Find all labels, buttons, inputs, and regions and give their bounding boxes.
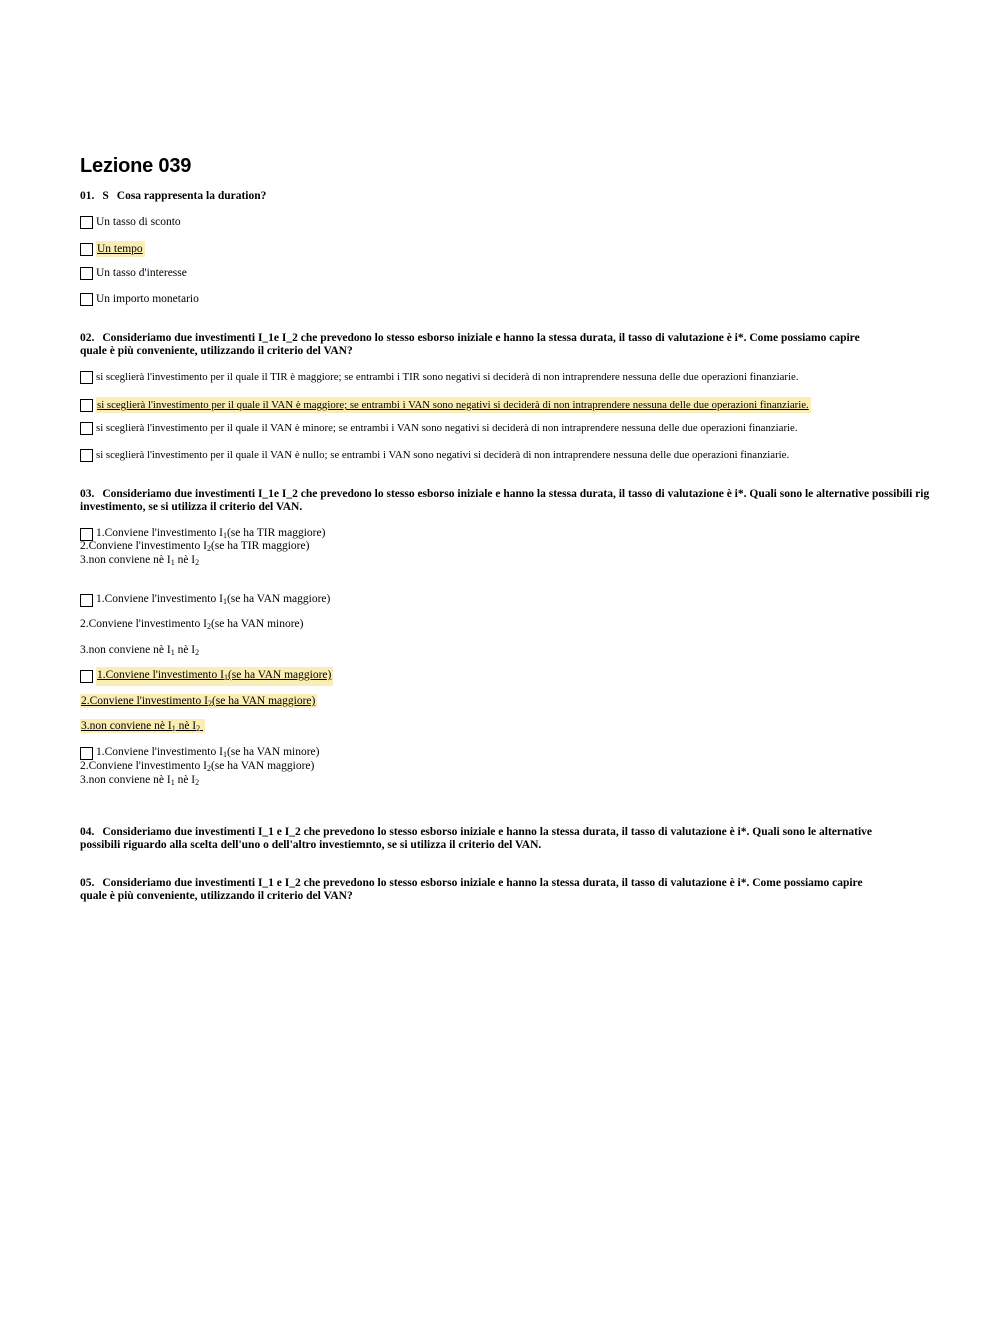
q3-option-d-line2: 2.Conviene l'investimento $I_2(se$ ha VAN maggiore) xyxy=(80,760,315,773)
question-number: 02. xyxy=(80,332,95,344)
q3-option-b-line3: 3.non conviene nè $I_1$ nè $I_2$ xyxy=(80,644,200,657)
q3-option-b-line2: 2.Conviene l'investimento $I_2(se$ ha VAN minore) xyxy=(80,618,304,631)
question-03 xyxy=(80,488,929,514)
option-text: si sceglierà l'investimento per il quale il VAN è nullo; se entrambi i VAN sono negativi si deciderà di non intraprendere nessuna delle due operazioni finanziarie. xyxy=(96,449,790,461)
option-line1: 1.Conviene l'investimento $I_1(se$ ha VAN maggiore) xyxy=(96,593,331,606)
option-text: Un tasso d'interesse xyxy=(96,267,187,279)
question-04 xyxy=(80,826,872,852)
checkbox[interactable] xyxy=(80,267,93,280)
option-text: Un tasso di sconto xyxy=(96,216,181,228)
option-line1: 1.Conviene l'investimento $I_1(se$ ha TIR maggiore) xyxy=(96,527,326,540)
question-text-line1: Consideriamo due investimenti I_1e I_2 che prevedono lo stesso esborso iniziale e hanno la stessa durata, il tasso di valutazione è i*. Come possiamo capire xyxy=(102,332,860,344)
q3-option-c-line3: 3.non conviene nè $I_1$ nè $I_2$ xyxy=(80,720,205,733)
checkbox[interactable] xyxy=(80,216,93,229)
question-number: 03. xyxy=(80,488,95,500)
q2-option-c[interactable] xyxy=(80,421,798,435)
checkbox[interactable] xyxy=(80,670,93,683)
checkbox[interactable] xyxy=(80,747,93,760)
q1-option-d[interactable] xyxy=(80,292,199,306)
q3-option-c-correct[interactable] xyxy=(80,667,333,686)
question-text-line2: quale è più conveniente, utilizzando il criterio del VAN? xyxy=(80,345,353,357)
q2-option-a[interactable] xyxy=(80,370,799,384)
checkbox[interactable] xyxy=(80,371,93,384)
question-text-line1: Consideriamo due investimenti I_1 e I_2 che prevedono lo stesso esborso iniziale e hanno la stessa durata, il tasso di valutazione è i*. Come possiamo capire xyxy=(102,877,863,889)
q1-option-c[interactable] xyxy=(80,266,187,280)
question-text: Cosa rappresenta la duration? xyxy=(116,190,267,202)
option-text-highlighted: Un tempo xyxy=(97,243,143,255)
q3-option-a-line2: 2.Conviene l'investimento $I_2(se$ ha TIR maggiore) xyxy=(80,540,310,553)
option-text: Un importo monetario xyxy=(96,293,199,305)
question-text-line2: quale è più conveniente, utilizzando il criterio del VAN? xyxy=(80,890,353,902)
question-text-line1: Consideriamo due investimenti I_1e I_2 che prevedono lo stesso esborso iniziale e hanno la stessa durata, il tasso di valutazione è i*. Quali sono le alternative possibili rig xyxy=(102,488,930,500)
q2-option-d[interactable] xyxy=(80,448,789,462)
question-number: 04. xyxy=(80,826,95,838)
option-line1: 1.Conviene l'investimento $I_1(se$ ha VAN minore) xyxy=(96,746,320,759)
q3-option-a-line3: 3.non conviene nè $I_1$ nè $I_2$ xyxy=(80,554,200,567)
question-01 xyxy=(80,190,266,203)
checkbox[interactable] xyxy=(80,449,93,462)
option-text: si sceglierà l'investimento per il quale il TIR è maggiore; se entrambi i TIR sono negativi si deciderà di non intraprendere nessuna delle due operazioni finanziarie. xyxy=(96,371,799,383)
question-number: 05. xyxy=(80,877,95,889)
checkbox[interactable] xyxy=(80,243,93,256)
question-text-line2: possibili riguardo alla scelta dell'uno o dell'altro investiemnto, se si utilizza il criterio del VAN. xyxy=(80,839,542,851)
q3-option-c-line2: 2.Conviene l'investimento $I_2(se$ ha VAN maggiore) xyxy=(81,695,316,708)
checkbox[interactable] xyxy=(80,594,93,607)
q1-option-a[interactable] xyxy=(80,215,181,229)
question-text-line2: investimento, se si utilizza il criterio del VAN. xyxy=(80,501,303,513)
checkbox[interactable] xyxy=(80,422,93,435)
option-text: si sceglierà l'investimento per il quale il VAN è minore; se entrambi i VAN sono negativi si deciderà di non intraprendere nessuna delle due operazioni finanziarie. xyxy=(96,422,798,434)
checkbox[interactable] xyxy=(80,399,93,412)
lesson-title: Lezione 039 xyxy=(80,155,192,177)
question-number: 01. xyxy=(80,190,95,202)
q2-option-b-correct[interactable] xyxy=(80,397,811,413)
question-02 xyxy=(80,332,860,358)
question-prefix: S xyxy=(102,190,109,202)
q1-option-b-correct[interactable] xyxy=(80,241,145,257)
question-text-line1: Consideriamo due investimenti I_1 e I_2 che prevedono lo stesso esborso iniziale e hanno la stessa durata, il tasso di valutazione è i*. Quali sono le alternative xyxy=(102,826,873,838)
q3-option-b[interactable] xyxy=(80,592,330,609)
q3-option-d-line3: 3.non conviene nè $I_1$ nè $I_2$ xyxy=(80,774,200,787)
question-05 xyxy=(80,877,863,903)
option-line1-highlighted: 1.Conviene l'investimento $I_1(se$ ha VAN maggiore) xyxy=(96,667,333,686)
option-text-highlighted: si sceglierà l'investimento per il quale il VAN è maggiore; se entrambi i VAN sono negativi si deciderà di non intraprendere nessuna delle due operazioni finanziarie. xyxy=(97,399,809,411)
checkbox[interactable] xyxy=(80,293,93,306)
